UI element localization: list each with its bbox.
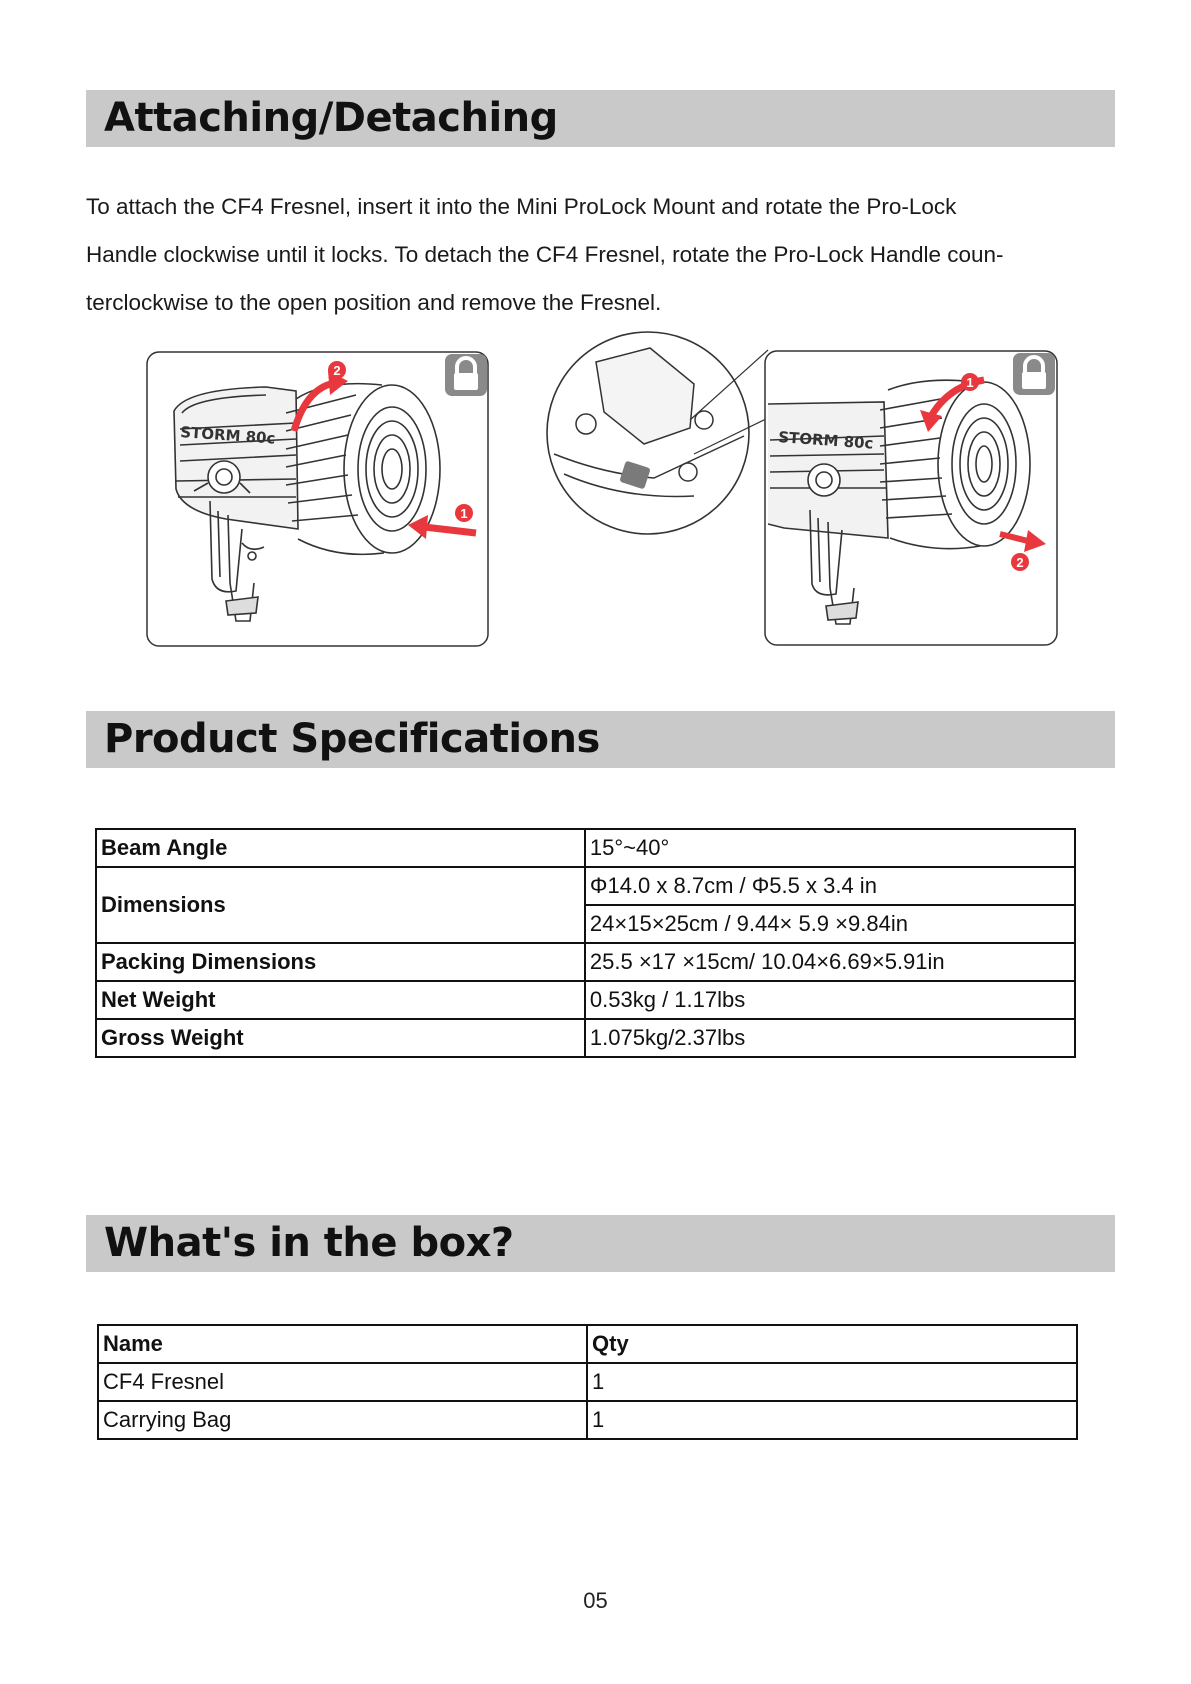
spec-value: 24×15×25cm / 9.44× 5.9 ×9.84in bbox=[585, 905, 1075, 943]
section-header-attaching bbox=[86, 90, 1115, 147]
table-header-row bbox=[98, 1325, 1077, 1363]
spec-value: 25.5 ×17 ×15cm/ 10.04×6.69×5.91in bbox=[585, 943, 1075, 981]
section-title-attaching: Attaching/Detaching bbox=[104, 95, 558, 141]
lock-icon bbox=[1013, 353, 1055, 395]
column-header-qty: Qty bbox=[587, 1325, 1077, 1363]
column-header-name: Name bbox=[98, 1325, 587, 1363]
spec-value: 15°~40° bbox=[585, 829, 1075, 867]
table-row bbox=[98, 1401, 1077, 1439]
instruction-line-1: To attach the CF4 Fresnel, insert it into the Mini ProLock Mount and rotate the Pro-Lock bbox=[86, 194, 957, 219]
attach-instructions bbox=[86, 183, 1115, 327]
detach-illustration bbox=[544, 324, 1064, 647]
table-row bbox=[96, 829, 1075, 867]
instruction-line-3: terclockwise to the open position and remove the Fresnel. bbox=[86, 290, 662, 315]
item-qty: 1 bbox=[587, 1363, 1077, 1401]
item-name: CF4 Fresnel bbox=[98, 1363, 587, 1401]
spec-value: 0.53kg / 1.17lbs bbox=[585, 981, 1075, 1019]
model-label: STORM 80c bbox=[179, 423, 277, 448]
spec-label: Packing Dimensions bbox=[96, 943, 585, 981]
lock-icon bbox=[445, 354, 487, 396]
section-title-specs: Product Specifications bbox=[104, 716, 600, 762]
table-row bbox=[96, 943, 1075, 981]
spec-label: Net Weight bbox=[96, 981, 585, 1019]
page-number: 05 bbox=[583, 1588, 608, 1613]
step-number-2: 2 bbox=[1016, 555, 1024, 570]
spec-label: Dimensions bbox=[96, 867, 585, 943]
step-number-1: 1 bbox=[966, 375, 974, 390]
spec-label: Gross Weight bbox=[96, 1019, 585, 1057]
table-row bbox=[96, 867, 1075, 905]
spec-label: Beam Angle bbox=[96, 829, 585, 867]
item-name: Carrying Bag bbox=[98, 1401, 587, 1439]
detach-figure bbox=[544, 324, 1064, 647]
step-number-1: 1 bbox=[460, 506, 468, 521]
spec-value: Φ14.0 x 8.7cm / Φ5.5 x 3.4 in bbox=[585, 867, 1075, 905]
attach-illustration bbox=[146, 351, 489, 647]
box-contents-table bbox=[97, 1324, 1078, 1440]
spec-value: 1.075kg/2.37lbs bbox=[585, 1019, 1075, 1057]
lock-detail-zoom bbox=[547, 332, 749, 534]
table-row bbox=[98, 1363, 1077, 1401]
item-qty: 1 bbox=[587, 1401, 1077, 1439]
section-header-specs bbox=[86, 711, 1115, 768]
section-header-box bbox=[86, 1215, 1115, 1272]
table-row bbox=[96, 981, 1075, 1019]
table-row bbox=[96, 1019, 1075, 1057]
specs-table bbox=[95, 828, 1076, 1058]
attach-figure bbox=[146, 351, 489, 647]
instruction-line-2: Handle clockwise until it locks. To detach the CF4 Fresnel, rotate the Pro-Lock Handle coun- bbox=[86, 242, 1004, 267]
model-label: STORM 80c bbox=[777, 428, 875, 453]
step-number-2: 2 bbox=[333, 363, 341, 378]
section-title-box: What's in the box? bbox=[104, 1220, 514, 1266]
